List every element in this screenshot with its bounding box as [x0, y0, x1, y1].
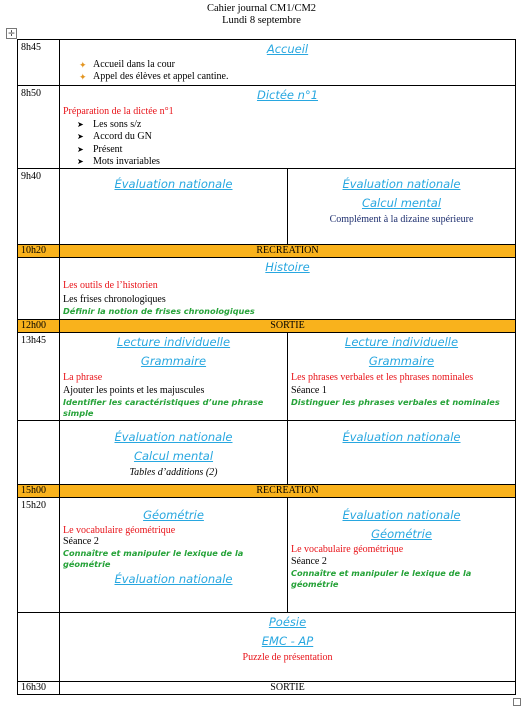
eval-right-cell: [288, 169, 516, 245]
document-date: Lundi 8 septembre: [222, 15, 301, 26]
time-cell: 8h45: [18, 40, 60, 86]
move-icon[interactable]: ✛: [6, 28, 17, 39]
session-title-2: Calcul mental: [361, 196, 442, 211]
dictee-cell: [60, 86, 516, 169]
time-cell: 15h00: [18, 485, 60, 498]
session-objective: Identifier les caractéristiques d’une phrase simple: [63, 397, 264, 419]
time-cell: [18, 421, 60, 485]
row-histoire: [18, 258, 516, 320]
band-label: SORTIE: [60, 682, 516, 695]
time-cell: 9h40: [18, 169, 60, 245]
session-note: Complément à la dizaine supérieure: [329, 214, 474, 226]
row-sortie-1: [18, 320, 516, 333]
session-title: Poésie: [268, 615, 307, 630]
accueil-cell: [60, 40, 516, 86]
session-title: Lecture individuelle: [116, 335, 231, 350]
session-title: Accueil: [266, 42, 309, 56]
geometrie-left-cell: [60, 498, 288, 613]
band-label: RECREATION: [60, 245, 516, 258]
row-dictee: [18, 86, 516, 169]
session-title-2: Grammaire: [140, 354, 207, 369]
session-title-2: Grammaire: [368, 354, 435, 369]
session-note: Tables d’additions (2): [129, 467, 218, 479]
row-recreation-2: [18, 485, 516, 498]
journal-table: [17, 39, 516, 695]
session-subtitle: Les outils de l’historien: [63, 280, 158, 292]
grammaire-left-cell: [60, 333, 288, 421]
session-text: Séance 1: [291, 385, 327, 397]
session-subtitle: Puzzle de présentation: [242, 652, 333, 664]
session-title: Histoire: [265, 260, 310, 275]
row-accueil: [18, 40, 516, 86]
session-title: Évaluation nationale: [342, 430, 461, 445]
row-poesie-emc: [18, 613, 516, 682]
dictee-list: [60, 119, 515, 168]
session-title: Dictée n°1: [256, 88, 319, 102]
session-objective: Définir la notion de frises chronologiques: [63, 306, 255, 317]
session-title-2: Évaluation nationale: [114, 572, 233, 587]
row-evaluation: [18, 169, 516, 245]
time-cell: 13h45: [18, 333, 60, 421]
time-cell: [18, 258, 60, 320]
row-sortie-2: [18, 682, 516, 695]
time-cell: 16h30: [18, 682, 60, 695]
session-objective: Connaître et manipuler le lexique de la géométrie: [63, 548, 244, 570]
geometrie-right-cell: [288, 498, 516, 613]
session-title: Évaluation nationale: [342, 177, 461, 192]
row-lecture-grammaire: [18, 333, 516, 421]
eval2-right-cell: [288, 421, 516, 485]
histoire-cell: [60, 258, 516, 320]
session-subtitle: La phrase: [63, 372, 103, 384]
time-cell: 12h00: [18, 320, 60, 333]
list-item: ✦ Appel des élèves et appel cantine.: [60, 71, 515, 83]
session-subtitle: Le vocabulaire géométrique: [291, 544, 404, 556]
accueil-list: [60, 59, 515, 84]
row-geometrie: [18, 498, 516, 613]
list-item: ➤ Présent: [60, 144, 515, 156]
band-label: SORTIE: [60, 320, 516, 333]
session-title-2: EMC - AP: [261, 634, 314, 649]
band-label: RECREATION: [60, 485, 516, 498]
list-item: ✦ Accueil dans la cour: [60, 59, 515, 71]
list-item: ➤ Accord du GN: [60, 131, 515, 143]
list-item: ➤ Mots invariables: [60, 156, 515, 168]
session-subtitle: Les phrases verbales et les phrases nominales: [291, 372, 474, 384]
list-item: ➤ Les sons s/z: [60, 119, 515, 131]
time-cell: [18, 613, 60, 682]
time-cell: 10h20: [18, 245, 60, 258]
session-title: Évaluation nationale: [114, 177, 233, 192]
session-text: Ajouter les points et les majuscules: [63, 385, 205, 397]
session-text: Séance 2: [291, 556, 327, 568]
resize-handle-icon[interactable]: [513, 698, 521, 706]
session-title-2: Géométrie: [371, 527, 432, 542]
session-objective: Distinguer les phrases verbales et nominales: [291, 397, 500, 408]
session-title: Géométrie: [143, 508, 204, 523]
eval-left-cell: [60, 169, 288, 245]
session-text: Les frises chronologiques: [63, 294, 166, 306]
session-title-2: Calcul mental: [133, 449, 214, 464]
eval2-left-cell: [60, 421, 288, 485]
session-subtitle: Préparation de la dictée n°1: [63, 106, 174, 117]
row-evaluation-2: [18, 421, 516, 485]
session-title: Évaluation nationale: [342, 508, 461, 523]
row-recreation-1: [18, 245, 516, 258]
session-text: Séance 2: [63, 536, 99, 548]
poesie-cell: [60, 613, 516, 682]
time-cell: 15h20: [18, 498, 60, 613]
grammaire-right-cell: [288, 333, 516, 421]
session-objective: Connaître et manipuler le lexique de la géométrie: [291, 568, 472, 590]
document-title: Cahier journal CM1/CM2: [206, 3, 317, 14]
session-subtitle: Le vocabulaire géométrique: [63, 525, 176, 537]
session-title: Lecture individuelle: [344, 335, 459, 350]
session-title: Évaluation nationale: [114, 430, 233, 445]
time-cell: 8h50: [18, 86, 60, 169]
